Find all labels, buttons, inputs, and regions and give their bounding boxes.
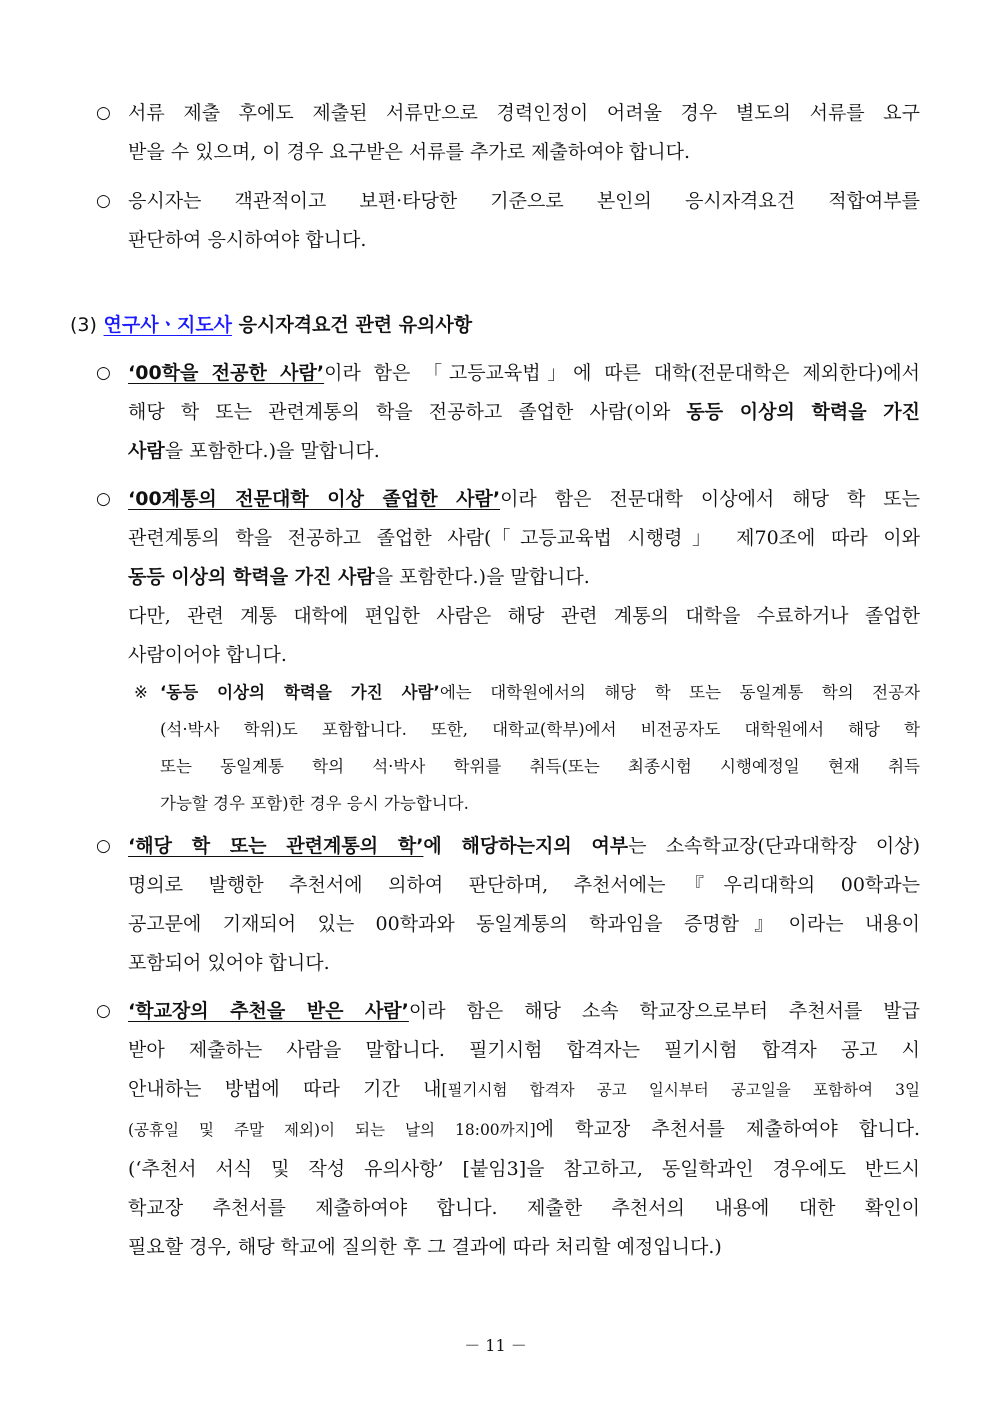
text-span: 에 학교장 추천서를 제출하여야 합니다. bbox=[535, 1118, 920, 1140]
term-major: ‘00학을 전공한 사람’ bbox=[128, 362, 325, 384]
text-span: 이라 함은 해당 소속 학교장으로부터 추천서를 발급 bbox=[408, 1000, 920, 1022]
text-line: 다만, 관련 계통 대학에 편입한 사람은 해당 관련 계통의 대학을 수료하거나 졸업한 bbox=[128, 605, 920, 627]
text-line: 또는 동일계통 학의 석·박사 학위를 취득(또는 최종시험 시행예정일 현재 취득 bbox=[160, 757, 920, 776]
bullet-item-document-request bbox=[96, 94, 920, 172]
section-heading bbox=[70, 307, 472, 343]
text-line: 학교장 추천서를 제출하여야 합니다. 제출한 추천서의 내용에 대한 확인이 bbox=[128, 1197, 920, 1219]
bullet-item-self-judgement bbox=[96, 182, 920, 260]
text-line bbox=[134, 674, 920, 711]
text-line: 사람이어야 합니다. bbox=[128, 644, 287, 666]
text-line bbox=[96, 480, 920, 519]
text-line bbox=[96, 992, 920, 1031]
text-line bbox=[96, 393, 920, 432]
text-line: 공고문에 기재되어 있는 00학과와 동일계통의 학과임을 증명함』이라는 내용이 bbox=[128, 913, 920, 935]
text-line bbox=[96, 354, 920, 393]
bold-span: 동등 이상의 학력을 가진 bbox=[686, 401, 920, 423]
bullet-item-major-definition bbox=[96, 354, 920, 471]
bold-span: 동등 이상의 학력을 가진 사람 bbox=[128, 566, 375, 588]
section-title: 응시자격요건 관련 유의사항 bbox=[232, 314, 473, 336]
text-line: 받을 수 있으며, 이 경우 요구받은 서류를 추가로 제출하여야 합니다. bbox=[128, 141, 690, 163]
text-line bbox=[96, 1070, 920, 1110]
section-number: (3) bbox=[70, 314, 97, 336]
text-line: (석·박사 학위)도 포함합니다. 또한, 대학교(학부)에서 비전공자도 대학원에서 해당 학 bbox=[160, 720, 920, 739]
text-line bbox=[96, 1110, 920, 1150]
term-equivalent: ‘동등 이상의 학력을 가진 사람’ bbox=[160, 683, 440, 702]
circle-bullet-icon: ○ bbox=[96, 489, 111, 509]
text-line: (‘추천서 서식 및 작성 유의사항’ [붙임3]을 참고하고, 동일학과인 경우에도 반드시 bbox=[128, 1158, 920, 1180]
circle-bullet-icon: ○ bbox=[96, 191, 111, 211]
small-text-span: [필기시험 합격자 공고 일시부터 공고일을 포함하여 3일 bbox=[441, 1081, 920, 1099]
term-related-field: ‘해당 학 또는 관련계통의 학’ bbox=[128, 835, 424, 857]
circle-bullet-icon: ○ bbox=[96, 836, 111, 856]
text-line: 필요할 경우, 해당 학교에 질의한 후 그 결과에 따라 처리할 예정입니다.) bbox=[128, 1236, 722, 1258]
text-line: 응시자는 객관적이고 보편·타당한 기준으로 본인의 응시자격요건 적합여부를 bbox=[128, 190, 920, 212]
term-recommendation: ‘학교장의 추천을 받은 사람’ bbox=[128, 1000, 409, 1022]
text-span: 안내하는 방법에 따라 기간 내 bbox=[128, 1078, 442, 1100]
bullet-item-recommendation bbox=[96, 992, 920, 1267]
bullet-item-related-field bbox=[96, 827, 920, 983]
text-line bbox=[96, 827, 920, 866]
text-span: 는 소속학교장(단과대학장 이상) bbox=[628, 835, 920, 857]
circle-bullet-icon: ○ bbox=[96, 363, 111, 383]
text-line: 판단하여 응시하여야 합니다. bbox=[128, 229, 367, 251]
bullet-item-college-definition bbox=[96, 480, 920, 675]
text-span: 을 포함한다.)을 말합니다. bbox=[164, 440, 380, 462]
bold-span: 에 해당하는지의 여부 bbox=[423, 835, 629, 857]
text-span: 이라 함은 전문대학 이상에서 해당 학 또는 bbox=[500, 488, 920, 510]
text-line bbox=[96, 558, 920, 597]
page-number: － 11 － bbox=[464, 1336, 527, 1355]
term-college: ‘00계통의 전문대학 이상 졸업한 사람’ bbox=[128, 488, 501, 510]
bold-span: 사람 bbox=[128, 440, 165, 462]
small-text-span: (공휴일 및 주말 제외)이 되는 날의 18:00까지] bbox=[128, 1121, 536, 1139]
researcher-link[interactable]: 연구사ㆍ지도사 bbox=[103, 314, 233, 336]
text-line: 가능할 경우 포함)한 경우 응시 가능합니다. bbox=[160, 794, 469, 813]
text-line: 받아 제출하는 사람을 말합니다. 필기시험 합격자는 필기시험 합격자 공고 시 bbox=[128, 1039, 920, 1061]
text-line: 포함되어 있어야 합니다. bbox=[128, 952, 330, 974]
text-span: 에는 대학원에서의 해당 학 또는 동일계통 학의 전공자 bbox=[439, 683, 920, 702]
text-line: 서류 제출 후에도 제출된 서류만으로 경력인정이 어려울 경우 별도의 서류를 요구 bbox=[128, 102, 920, 124]
text-span: 해당 학 또는 관련계통의 학을 전공하고 졸업한 사람(이와 bbox=[128, 401, 687, 423]
text-span: 이라 함은 「고등교육법」에 따른 대학(전문대학은 제외한다)에서 bbox=[324, 362, 920, 384]
text-line: 관련계통의 학을 전공하고 졸업한 사람(「고등교육법 시행령」 제70조에 따라 이와 bbox=[128, 527, 920, 549]
circle-bullet-icon: ○ bbox=[96, 1001, 111, 1021]
reference-mark-icon: ※ bbox=[134, 683, 148, 702]
text-line: 명의로 발행한 추천서에 의하여 판단하며, 추천서에는『우리대학의 00학과는 bbox=[128, 874, 920, 896]
circle-bullet-icon: ○ bbox=[96, 103, 111, 123]
text-line bbox=[96, 432, 920, 471]
text-span: 을 포함한다.)을 말합니다. bbox=[374, 566, 590, 588]
note-equivalent-education bbox=[134, 674, 920, 822]
